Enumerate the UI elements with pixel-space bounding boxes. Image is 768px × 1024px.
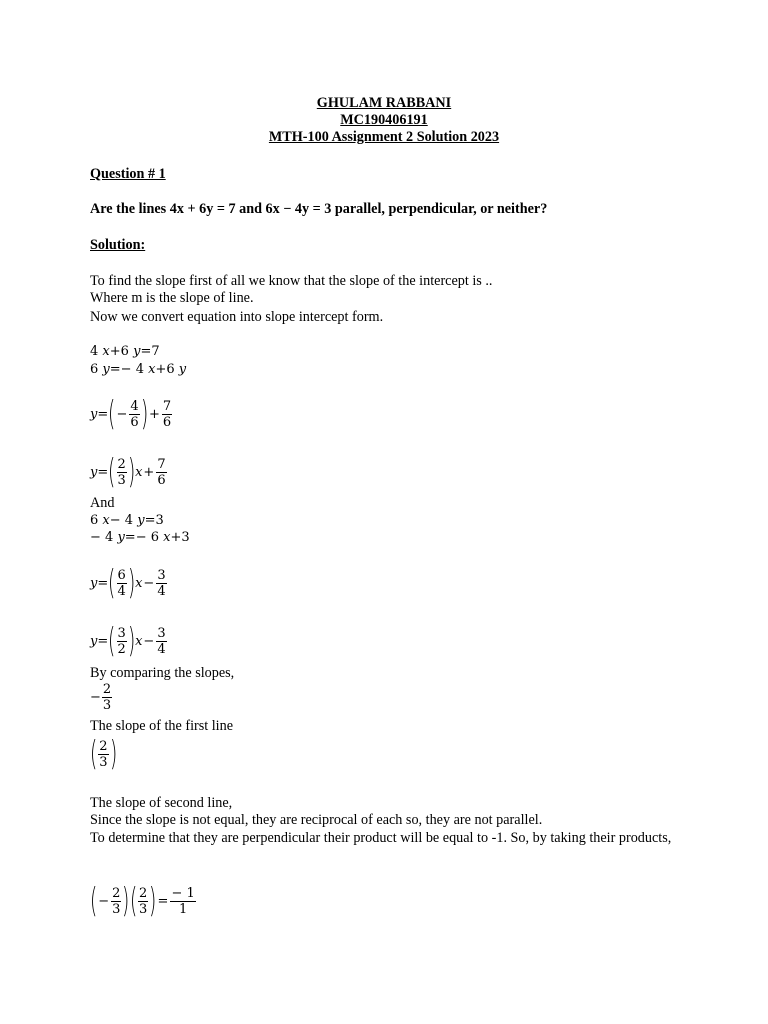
term: − 4 <box>90 530 114 545</box>
denominator: 4 <box>157 641 166 657</box>
right-paren: ) <box>127 452 136 492</box>
fraction <box>162 399 172 430</box>
plus-sign: + <box>148 406 160 422</box>
term: +3 <box>170 530 190 545</box>
numerator: 2 <box>112 885 121 901</box>
var: y <box>137 513 145 528</box>
fraction <box>138 886 148 917</box>
fraction <box>156 457 166 488</box>
intro-line-2: Where m is the slope of line. <box>90 290 254 306</box>
denominator: 3 <box>102 698 112 713</box>
intro-line-1: To find the slope first of all we know that the slope of the intercept is .. <box>90 273 493 289</box>
numerator: 3 <box>117 625 126 641</box>
numerator: 4 <box>130 398 139 414</box>
fraction <box>117 457 127 488</box>
fraction <box>98 739 108 770</box>
term: =− 4 <box>109 362 144 377</box>
denominator: 4 <box>117 583 126 599</box>
left-paren: ( <box>89 881 98 921</box>
var: y <box>102 362 110 377</box>
var: x <box>102 344 110 359</box>
fraction <box>102 682 112 713</box>
minus-sign: − <box>98 893 110 909</box>
fraction <box>156 626 166 657</box>
eq2-line1 <box>90 512 164 529</box>
var: x <box>163 530 171 545</box>
first-line-text: The slope of the first line <box>90 718 234 734</box>
fraction <box>129 399 139 430</box>
eq2-line2 <box>90 529 190 546</box>
student-id: MC190406191 <box>340 112 428 128</box>
y-equals: y= <box>90 464 109 480</box>
plus-sign: + <box>143 464 155 480</box>
denominator: 6 <box>157 472 166 488</box>
right-paren: ) <box>109 734 117 774</box>
denominator: 6 <box>130 414 139 430</box>
left-paren: ( <box>108 621 116 661</box>
left-paren: ( <box>108 563 116 603</box>
left-paren: ( <box>108 394 116 434</box>
author-name: GHULAM RABBANI <box>316 95 452 111</box>
left-paren: ( <box>108 452 116 492</box>
equals-sign: = <box>157 893 169 909</box>
denominator: 6 <box>162 414 172 430</box>
numerator: 2 <box>102 682 112 697</box>
term: =7 <box>140 344 160 359</box>
fraction <box>117 568 127 599</box>
numerator: 7 <box>162 398 172 414</box>
term: 6 <box>90 513 99 528</box>
eq1-line2 <box>90 361 186 378</box>
term: 6 <box>90 362 99 377</box>
fraction <box>170 886 195 917</box>
numerator: − 1 <box>171 885 195 901</box>
eq2-step2 <box>90 621 168 661</box>
product-equation <box>89 881 197 921</box>
x-var: x <box>135 633 143 649</box>
y-equals: y= <box>90 633 109 649</box>
question-label: Question # 1 <box>90 166 166 182</box>
numerator: 6 <box>117 567 126 583</box>
var: y <box>178 362 187 377</box>
fraction <box>156 568 166 599</box>
x-var: x <box>135 464 143 480</box>
var: y <box>133 344 141 359</box>
eq2-step1 <box>90 563 168 603</box>
y-equals: y= <box>90 406 109 422</box>
assignment-title: MTH-100 Assignment 2 Solution 2023 <box>268 129 500 145</box>
and-label: And <box>90 495 115 511</box>
denominator: 4 <box>157 583 166 599</box>
term: +6 <box>155 362 175 377</box>
denominator: 3 <box>99 754 108 770</box>
term: 4 <box>90 344 99 359</box>
numerator: 3 <box>157 625 166 641</box>
eq1-line1 <box>90 343 160 360</box>
term: +6 <box>109 344 129 359</box>
term: − 4 <box>109 513 138 528</box>
denominator: 2 <box>117 641 126 657</box>
denominator: 3 <box>112 901 121 917</box>
term: =− 6 <box>124 530 159 545</box>
numerator: 2 <box>117 456 126 472</box>
right-paren: ) <box>140 394 148 434</box>
right-paren: ) <box>127 563 136 603</box>
numerator: 7 <box>157 456 166 472</box>
left-paren: ( <box>129 881 137 921</box>
minus-sign: − <box>116 406 128 422</box>
denominator: 3 <box>117 472 126 488</box>
var: x <box>102 513 110 528</box>
denominator: 1 <box>178 901 188 917</box>
eq1-step2 <box>90 452 168 492</box>
fraction <box>117 626 127 657</box>
right-paren: ) <box>122 881 130 921</box>
numerator: 2 <box>138 885 148 901</box>
eq1-step1 <box>90 394 173 434</box>
right-paren: ) <box>149 881 157 921</box>
slope-two-thirds <box>89 734 117 774</box>
compare-text: By comparing the slopes, <box>90 665 235 681</box>
slope-neg-two-thirds <box>90 682 113 713</box>
fraction <box>111 886 121 917</box>
term: =3 <box>144 513 164 528</box>
numerator: 3 <box>157 567 166 583</box>
minus-sign: − <box>143 633 155 649</box>
minus-sign: − <box>90 690 101 705</box>
minus-sign: − <box>143 575 155 591</box>
intro-line-3: Now we convert equation into slope intercept form. <box>90 309 384 325</box>
not-parallel-text: Since the slope is not equal, they are reciprocal of each so, they are not parallel. <box>90 812 543 828</box>
y-equals: y= <box>90 575 109 591</box>
second-line-text: The slope of second line, <box>90 795 233 811</box>
numerator: 2 <box>99 738 108 754</box>
var: y <box>117 530 125 545</box>
left-paren: ( <box>89 734 98 774</box>
solution-label: Solution: <box>90 237 146 253</box>
denominator: 3 <box>138 901 148 917</box>
var: x <box>148 362 156 377</box>
x-var: x <box>135 575 143 591</box>
question-text: Are the lines 4x + 6y = 7 and 6x − 4y = 3 parallel, perpendicular, or neither? <box>90 201 548 217</box>
right-paren: ) <box>127 621 136 661</box>
perpendicular-text: To determine that they are perpendicular their product will be equal to -1. So, by taking their products, <box>90 830 672 846</box>
